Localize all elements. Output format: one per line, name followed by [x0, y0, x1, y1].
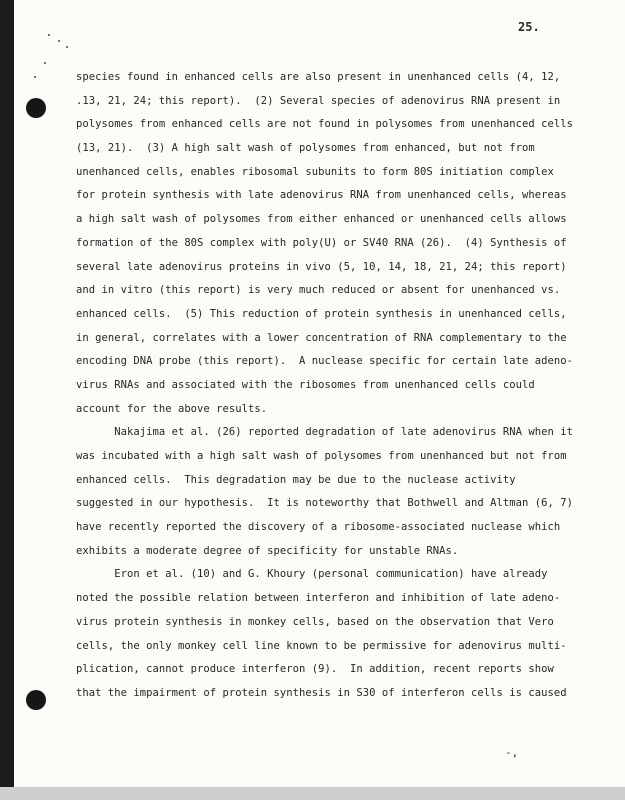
scan-speck — [66, 46, 68, 48]
text-line: noted the possible relation between interferon and inhibition of late adeno- — [76, 592, 561, 605]
text-line: enhanced cells. (5) This reduction of protein synthesis in unenhanced cells, — [76, 307, 567, 320]
text-line: unenhanced cells, enables ribosomal subunits to form 80S initiation complex — [76, 165, 554, 178]
text-line: enhanced cells. This degradation may be due to the nuclease activity — [76, 473, 516, 486]
text-line: Nakajima et al. (26) reported degradation of late adenovirus RNA when it — [76, 426, 573, 439]
body-text — [76, 66, 573, 706]
text-line: was incubated with a high salt wash of polysomes from unenhanced but not from — [76, 450, 567, 462]
text-line: suggested in our hypothesis. It is noteworthy that Bothwell and Altman (6, 7) — [76, 497, 573, 510]
scan-border — [0, 787, 625, 800]
text-line: and in vitro (this report) is very much reduced or absent for unenhanced vs. — [76, 284, 561, 297]
text-line: for protein synthesis with late adenovirus RNA from unenhanced cells, whereas — [76, 189, 567, 202]
scan-speck — [34, 76, 36, 78]
text-line: encoding DNA probe (this report). A nuclease specific for certain late adeno- — [76, 355, 573, 368]
text-line: virus RNAs and associated with the ribosomes from unenhanced cells could — [76, 378, 535, 391]
footer-mark: -, — [505, 746, 519, 759]
text-line: several late adenovirus proteins in vivo (5, 10, 14, 18, 21, 24; this report) — [76, 260, 567, 273]
punch-hole-bottom — [26, 690, 46, 710]
text-line: species found in enhanced cells are also present in unenhanced cells (4, 12, — [76, 71, 561, 83]
text-line: plication, cannot produce interferon (9). In addition, recent reports show — [76, 663, 554, 676]
text-line: cells, the only monkey cell line known to be permissive for adenovirus multi- — [76, 639, 567, 652]
text-line: formation of the 80S complex with poly(U) or SV40 RNA (26). (4) Synthesis of — [76, 236, 567, 249]
text-line: .13, 21, 24; this report). (2) Several species of adenovirus RNA present in — [76, 94, 561, 107]
scan-speck — [48, 34, 50, 36]
text-line: exhibits a moderate degree of specificity for unstable RNAs. — [76, 544, 459, 557]
text-line: virus protein synthesis in monkey cells, based on the observation that Vero — [76, 615, 554, 628]
text-line: a high salt wash of polysomes from either enhanced or unenhanced cells allows — [76, 213, 567, 226]
page-number: 25. — [518, 20, 540, 34]
text-line: polysomes from enhanced cells are not found in polysomes from unenhanced cells — [76, 118, 573, 131]
scan-speck — [44, 62, 46, 64]
text-line: Eron et al. (10) and G. Khoury (personal communication) have already — [76, 568, 548, 581]
text-line: account for the above results. — [76, 402, 268, 415]
text-line: that the impairment of protein synthesis in S30 of interferon cells is caused — [76, 686, 567, 699]
text-line: have recently reported the discovery of a ribosome-associated nuclease which — [76, 521, 561, 534]
scan-speck — [58, 40, 60, 42]
text-line: in general, correlates with a lower concentration of RNA complementary to the — [76, 331, 567, 344]
text-line: (13, 21). (3) A high salt wash of polysomes from enhanced, but not from — [76, 142, 535, 155]
punch-hole-top — [26, 98, 46, 118]
